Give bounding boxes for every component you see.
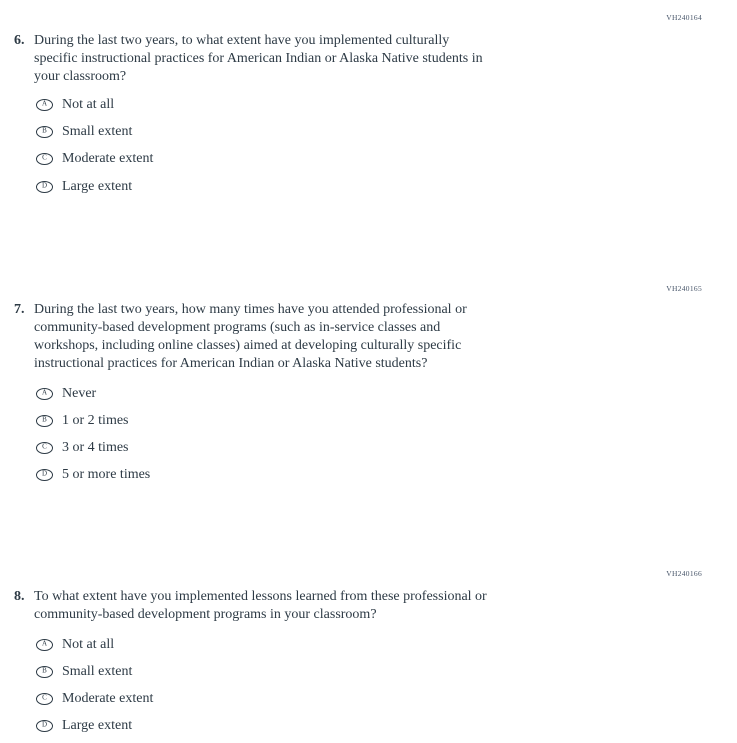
question-7-line: community-based development programs (such as in-service classes and bbox=[34, 320, 441, 335]
q8-option-not-at-all[interactable] bbox=[36, 637, 114, 652]
bubble-letter: B bbox=[42, 666, 47, 675]
radio-bubble-b-icon[interactable] bbox=[36, 415, 53, 427]
question-8 bbox=[14, 588, 487, 624]
q8-option-small-extent[interactable] bbox=[36, 664, 132, 679]
question-6-line: During the last two years, to what extent have you implemented culturally bbox=[34, 33, 450, 48]
option-label: Moderate extent bbox=[62, 151, 154, 166]
bubble-letter: D bbox=[41, 469, 48, 478]
question-7-number: 7. bbox=[14, 302, 25, 317]
q6-option-moderate-extent[interactable] bbox=[36, 151, 153, 166]
item-code-q7: VH240165 bbox=[666, 284, 702, 293]
question-7 bbox=[14, 301, 467, 373]
option-label: 5 or more times bbox=[62, 467, 151, 482]
q6-option-large-extent[interactable] bbox=[36, 179, 132, 194]
option-label: 1 or 2 times bbox=[62, 413, 129, 428]
question-6 bbox=[14, 32, 483, 86]
radio-bubble-d-icon[interactable] bbox=[36, 469, 53, 481]
bubble-letter: B bbox=[42, 126, 47, 135]
question-7-line: workshops, including online classes) aimed at developing culturally specific bbox=[34, 338, 462, 353]
option-label: Never bbox=[62, 386, 97, 401]
question-6-line: your classroom? bbox=[34, 69, 127, 84]
bubble-letter: C bbox=[42, 442, 47, 451]
option-label: Small extent bbox=[62, 124, 133, 139]
q8-option-moderate-extent[interactable] bbox=[36, 691, 153, 706]
radio-bubble-b-icon[interactable] bbox=[36, 126, 53, 138]
item-code-q6: VH240164 bbox=[666, 13, 702, 22]
q8-option-large-extent[interactable] bbox=[36, 718, 132, 733]
option-label: Moderate extent bbox=[62, 691, 154, 706]
q7-option-never[interactable] bbox=[36, 386, 96, 401]
radio-bubble-c-icon[interactable] bbox=[36, 153, 53, 165]
question-7-line: instructional practices for American Indian or Alaska Native students? bbox=[34, 356, 428, 371]
option-label: Not at all bbox=[62, 637, 115, 652]
question-6-number: 6. bbox=[14, 33, 25, 48]
q7-option-5-or-more-times[interactable] bbox=[36, 467, 150, 482]
radio-bubble-a-icon[interactable] bbox=[36, 388, 53, 400]
option-label: Small extent bbox=[62, 664, 133, 679]
option-label: Large extent bbox=[62, 179, 133, 194]
bubble-letter: D bbox=[41, 720, 48, 729]
bubble-letter: A bbox=[41, 639, 48, 648]
item-code-q8: VH240166 bbox=[666, 569, 702, 578]
question-8-text bbox=[34, 588, 487, 624]
q7-option-1-or-2-times[interactable] bbox=[36, 413, 129, 428]
bubble-letter: D bbox=[41, 181, 48, 190]
radio-bubble-a-icon[interactable] bbox=[36, 639, 53, 651]
radio-bubble-a-icon[interactable] bbox=[36, 99, 53, 111]
q7-option-3-or-4-times[interactable] bbox=[36, 440, 129, 455]
question-8-number: 8. bbox=[14, 589, 25, 604]
bubble-letter: A bbox=[41, 99, 48, 108]
radio-bubble-c-icon[interactable] bbox=[36, 693, 53, 705]
bubble-letter: C bbox=[42, 693, 47, 702]
option-label: Not at all bbox=[62, 97, 115, 112]
bubble-letter: C bbox=[42, 153, 47, 162]
question-7-text bbox=[34, 301, 467, 373]
radio-bubble-c-icon[interactable] bbox=[36, 442, 53, 454]
bubble-letter: B bbox=[42, 415, 47, 424]
question-7-line: During the last two years, how many times have you attended professional or bbox=[34, 302, 467, 317]
option-label: Large extent bbox=[62, 718, 133, 733]
question-6-text bbox=[34, 32, 483, 86]
radio-bubble-d-icon[interactable] bbox=[36, 720, 53, 732]
q6-option-not-at-all[interactable] bbox=[36, 97, 114, 112]
radio-bubble-b-icon[interactable] bbox=[36, 666, 53, 678]
bubble-letter: A bbox=[41, 388, 48, 397]
option-label: 3 or 4 times bbox=[62, 440, 129, 455]
question-6-line: specific instructional practices for American Indian or Alaska Native students in bbox=[34, 51, 483, 66]
radio-bubble-d-icon[interactable] bbox=[36, 181, 53, 193]
question-8-line: To what extent have you implemented lessons learned from these professional or bbox=[34, 589, 487, 604]
question-8-line: community-based development programs in your classroom? bbox=[34, 607, 377, 622]
q6-option-small-extent[interactable] bbox=[36, 124, 132, 139]
